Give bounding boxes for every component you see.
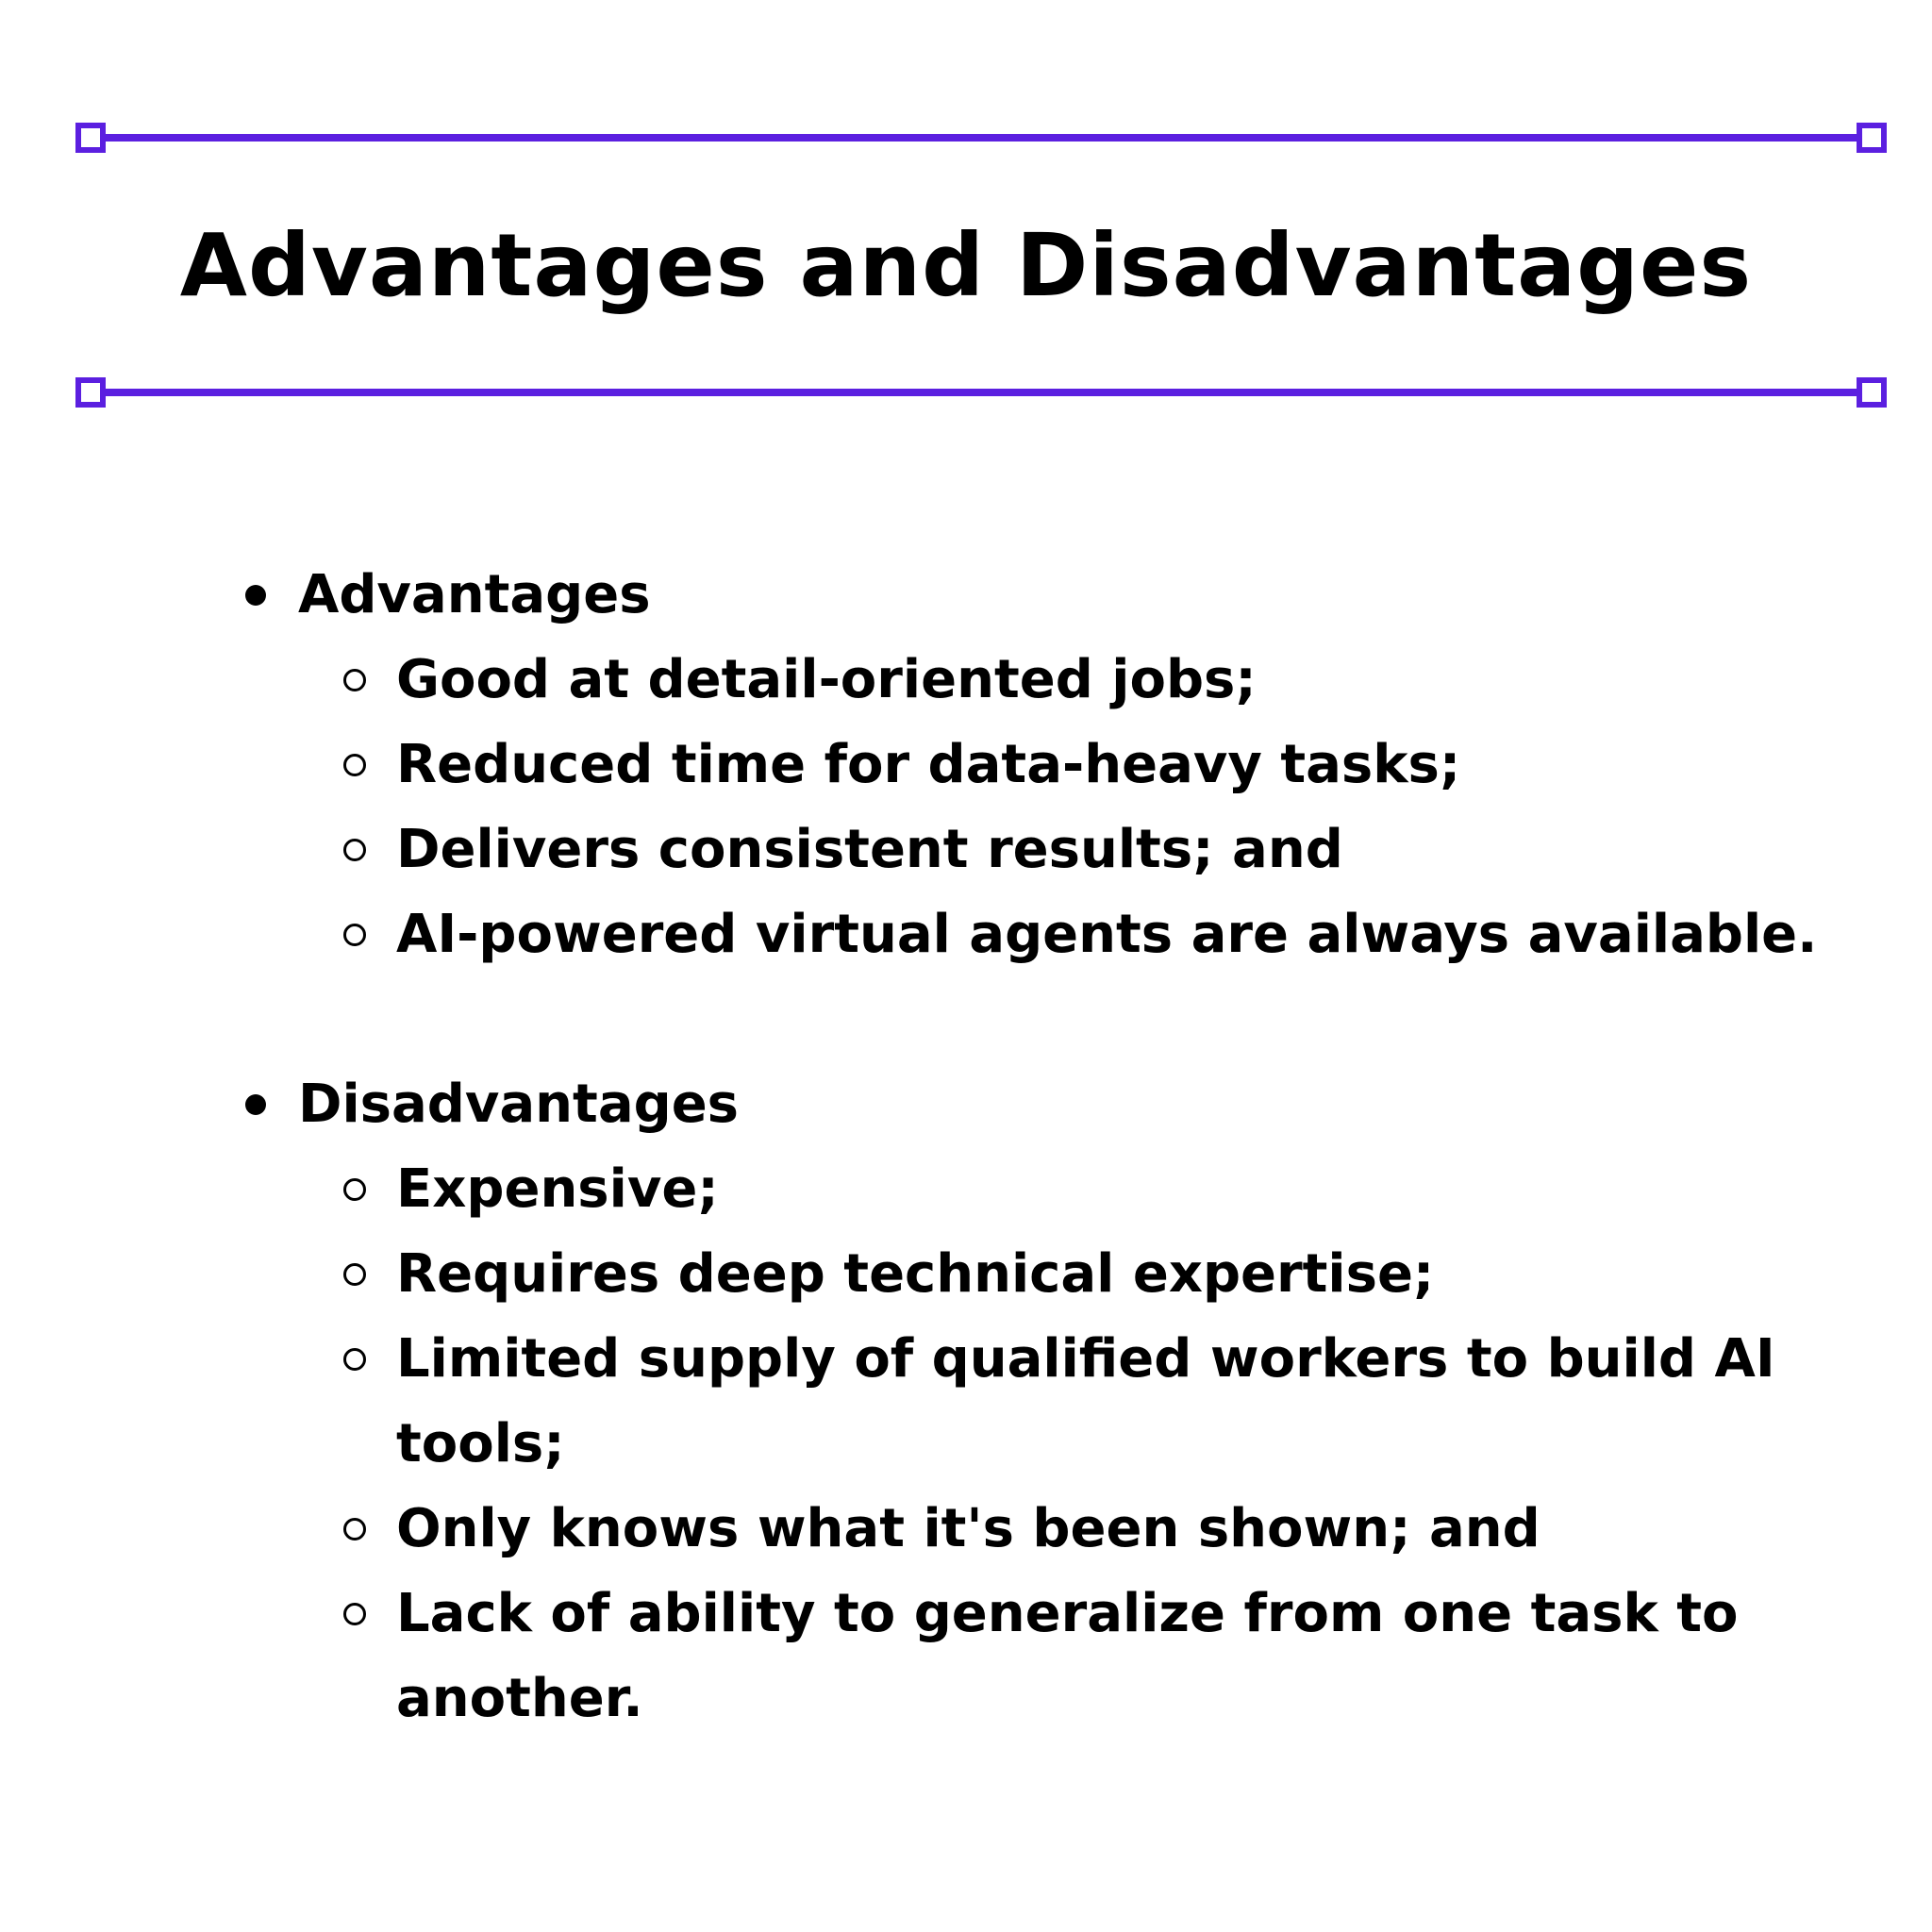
hollow-bullet-icon bbox=[343, 1603, 366, 1625]
list-item bbox=[236, 892, 1840, 977]
list-item bbox=[236, 1317, 1840, 1487]
list-item bbox=[236, 723, 1840, 808]
bullet-outline bbox=[236, 553, 1840, 1741]
square-handle-icon bbox=[1857, 377, 1887, 408]
hollow-bullet-icon bbox=[343, 1518, 366, 1541]
hollow-bullet-icon bbox=[343, 669, 366, 691]
hollow-bullet-icon bbox=[343, 1348, 366, 1371]
list-item bbox=[236, 1232, 1840, 1317]
list-item bbox=[236, 1487, 1840, 1572]
hollow-bullet-icon bbox=[343, 754, 366, 776]
list-item-text: Requires deep technical expertise; bbox=[396, 1243, 1435, 1305]
square-handle-icon bbox=[1857, 123, 1887, 153]
section-heading bbox=[236, 1062, 1840, 1147]
list-item-text: Reduced time for data-heavy tasks; bbox=[396, 734, 1461, 795]
filled-bullet-icon bbox=[245, 585, 266, 606]
section-advantages bbox=[236, 553, 1840, 977]
bottom-divider-line bbox=[91, 389, 1872, 396]
list-item bbox=[236, 1147, 1840, 1232]
section-disadvantages bbox=[236, 1062, 1840, 1741]
disadvantages-list bbox=[236, 1147, 1840, 1741]
top-divider bbox=[75, 123, 1887, 153]
hollow-bullet-icon bbox=[343, 839, 366, 861]
list-item-text: Lack of ability to generalize from one task to another. bbox=[396, 1583, 1739, 1729]
list-item-text: AI-powered virtual agents are always available. bbox=[396, 904, 1818, 965]
section-heading bbox=[236, 553, 1840, 638]
list-item-text: Limited supply of qualified workers to build AI tools; bbox=[396, 1328, 1775, 1474]
section-heading-label: Advantages bbox=[298, 564, 651, 625]
bottom-divider bbox=[75, 377, 1887, 408]
advantages-list bbox=[236, 638, 1840, 977]
square-handle-icon bbox=[75, 377, 106, 408]
list-item bbox=[236, 638, 1840, 723]
section-heading-label: Disadvantages bbox=[298, 1074, 740, 1135]
list-item-text: Only knows what it's been shown; and bbox=[396, 1498, 1541, 1559]
list-item-text: Delivers consistent results; and bbox=[396, 819, 1343, 880]
square-handle-icon bbox=[75, 123, 106, 153]
list-item-text: Expensive; bbox=[396, 1158, 719, 1220]
page-title: Advantages and Disadvantages bbox=[179, 215, 1753, 316]
filled-bullet-icon bbox=[245, 1094, 266, 1115]
hollow-bullet-icon bbox=[343, 1263, 366, 1286]
hollow-bullet-icon bbox=[343, 1178, 366, 1201]
top-divider-line bbox=[91, 134, 1872, 142]
list-item bbox=[236, 808, 1840, 892]
list-item-text: Good at detail-oriented jobs; bbox=[396, 649, 1257, 710]
hollow-bullet-icon bbox=[343, 924, 366, 946]
list-item bbox=[236, 1572, 1840, 1741]
